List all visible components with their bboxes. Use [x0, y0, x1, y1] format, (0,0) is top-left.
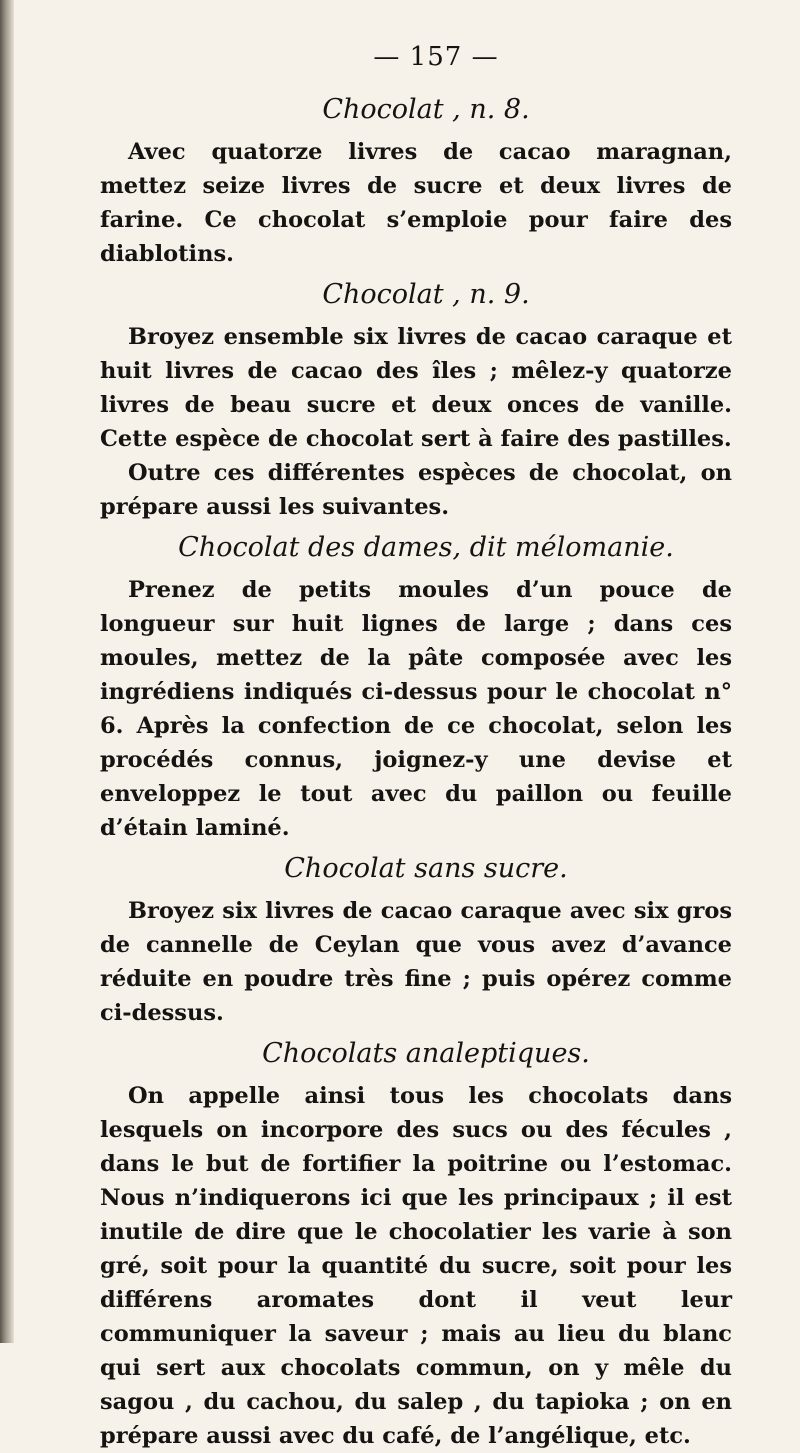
- page-number: — 157 —: [373, 42, 499, 72]
- section-heading: Chocolat des dames, dit mélomanie.: [178, 532, 674, 563]
- section-chocolat-8: [100, 94, 732, 271]
- paragraph: Broyez ensemble six livres de cacao caraque et huit livres de cacao des îles ; mêlez-y quatorze livres de beau sucre et deux onces de vanille. Cette espèce de chocolat sert à faire des pastilles.: [100, 324, 732, 452]
- paragraph: Prenez de petits moules d’un pouce de longueur sur huit lignes de large ; dans ces moules, mettez de la pâte composée avec les ingrédiens indiqués ci-dessus pour le chocolat n° 6. Après la confection de ce chocolat, selon les procédés connus, joignez-y une devise et enveloppez le tout avec du paillon ou feuille d’étain laminé.: [100, 577, 732, 841]
- section-heading: Chocolat , n. 9.: [322, 279, 530, 310]
- section-chocolat-9: [100, 279, 732, 524]
- section-chocolats-analeptiques: [100, 1038, 732, 1453]
- paragraph: Avec quatorze livres de cacao maragnan, mettez seize livres de sucre et deux livres de farine. Ce chocolat s’emploie pour faire des diablotins.: [100, 139, 732, 267]
- section-heading: Chocolat , n. 8.: [322, 94, 530, 125]
- section-chocolat-des-dames: [100, 532, 732, 845]
- paragraph: Broyez six livres de cacao caraque avec six gros de cannelle de Ceylan que vous avez d’avance réduite en poudre très fine ; puis opérez comme ci-dessus.: [100, 898, 732, 1026]
- section-heading: Chocolats analeptiques.: [262, 1038, 590, 1069]
- section-chocolat-sans-sucre: [100, 853, 732, 1030]
- paragraph: Outre ces différentes espèces de chocolat, on prépare aussi les suivantes.: [100, 460, 732, 520]
- section-heading: Chocolat sans sucre.: [284, 853, 568, 884]
- paragraph: On appelle ainsi tous les chocolats dans lesquels on incorpore des sucs ou des fécules , dans le but de fortifier la poitrine ou l’estomac. Nous n’indiquerons ici que les principaux ; il est inutile de dire que le chocolatier les varie à son gré, soit pour la quantité du sucre, soit pour les différens aromates dont il veut leur communiquer la saveur ; mais au lieu du blanc qui sert aux chocolats commun, on y mêle du sagou , du cachou, du salep , du tapioka ; on en prépare aussi avec du café, de l’angélique, etc.: [100, 1083, 732, 1449]
